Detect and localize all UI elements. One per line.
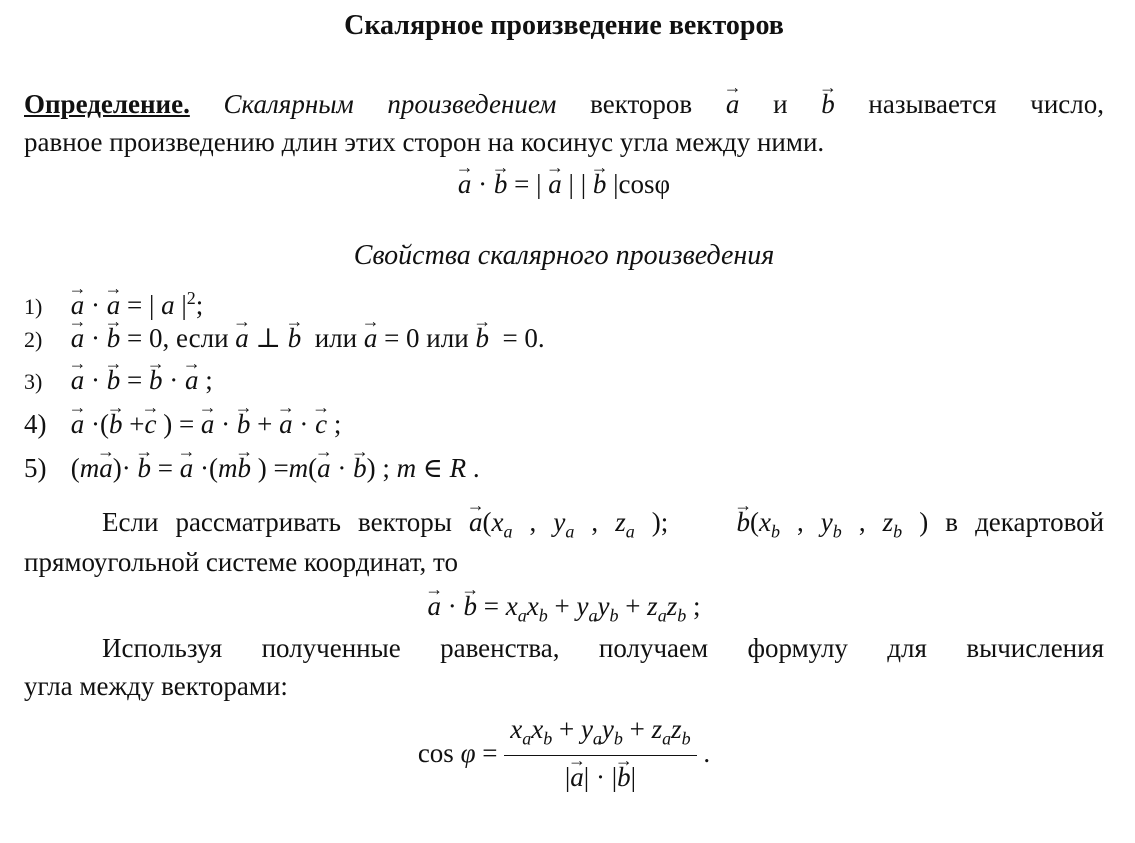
property-2: 2) → a · → b = 0, если → a ⊥ → b или → a = 0 или → b = 0. [24, 322, 1104, 356]
property-3: 3) → a · → b = → b · → a ; [24, 364, 1104, 398]
angle-line-2: угла между векторами: [24, 671, 288, 701]
definition-line-2: равное произведению длин этих сторон на косинус угла между ними. [24, 127, 825, 157]
vector-b: → b [821, 88, 835, 120]
definition-formula: → a · → b = | → a | | → b |cosφ [24, 168, 1104, 200]
definition-and: и [773, 89, 788, 119]
definition-line-1 [24, 88, 1104, 120]
page-title: Скалярное произведение векторов [344, 10, 784, 41]
property-4: 4) → a ·(→ b +→ c ) = → a · → b + → a · → c ; [24, 408, 1104, 440]
coords-formula: → a · → $b = x_ax_b + y_ay_b + z_az_b$ ; [24, 590, 1104, 631]
angle-formula: cos φ = $\frac{x_ax_b + y_ay_b + z_az_b}{|\to a| \cdot |\to b|}$ . [24, 712, 1104, 794]
coords-line-1: Если рассматривать векторы → $a(x_a$ , $y_a$ , $z_a$ ); → $b(x_b$ , $y_b$ , $z_b$ ) в декартовой [24, 506, 1104, 547]
definition-text-2: называется число, [868, 89, 1104, 119]
vector-a: → a [726, 88, 740, 120]
angle-line-1: Используя полученные равенства, получаем формулу для вычисления [102, 633, 1104, 663]
property-1: 1) → a · → a = | a $|^2$; [24, 282, 1104, 323]
coords-line-2: прямоугольной системе координат, то [24, 547, 458, 577]
property-5: 5) (m→ a)· → b = → a ·(m→ b ) =m(→ a · → b) ; m ∈ R . [24, 452, 1104, 484]
properties-title: Свойства скалярного произведения [353, 240, 775, 271]
definition-term: Скалярным произведением [223, 89, 557, 119]
definition-label: Определение. [24, 89, 190, 119]
definition-text-1: векторов [590, 89, 693, 119]
angle-fraction: $\frac{x_ax_b + y_ay_b + z_az_b}{|\to a| \cdot |\to b|}$ [504, 712, 696, 794]
